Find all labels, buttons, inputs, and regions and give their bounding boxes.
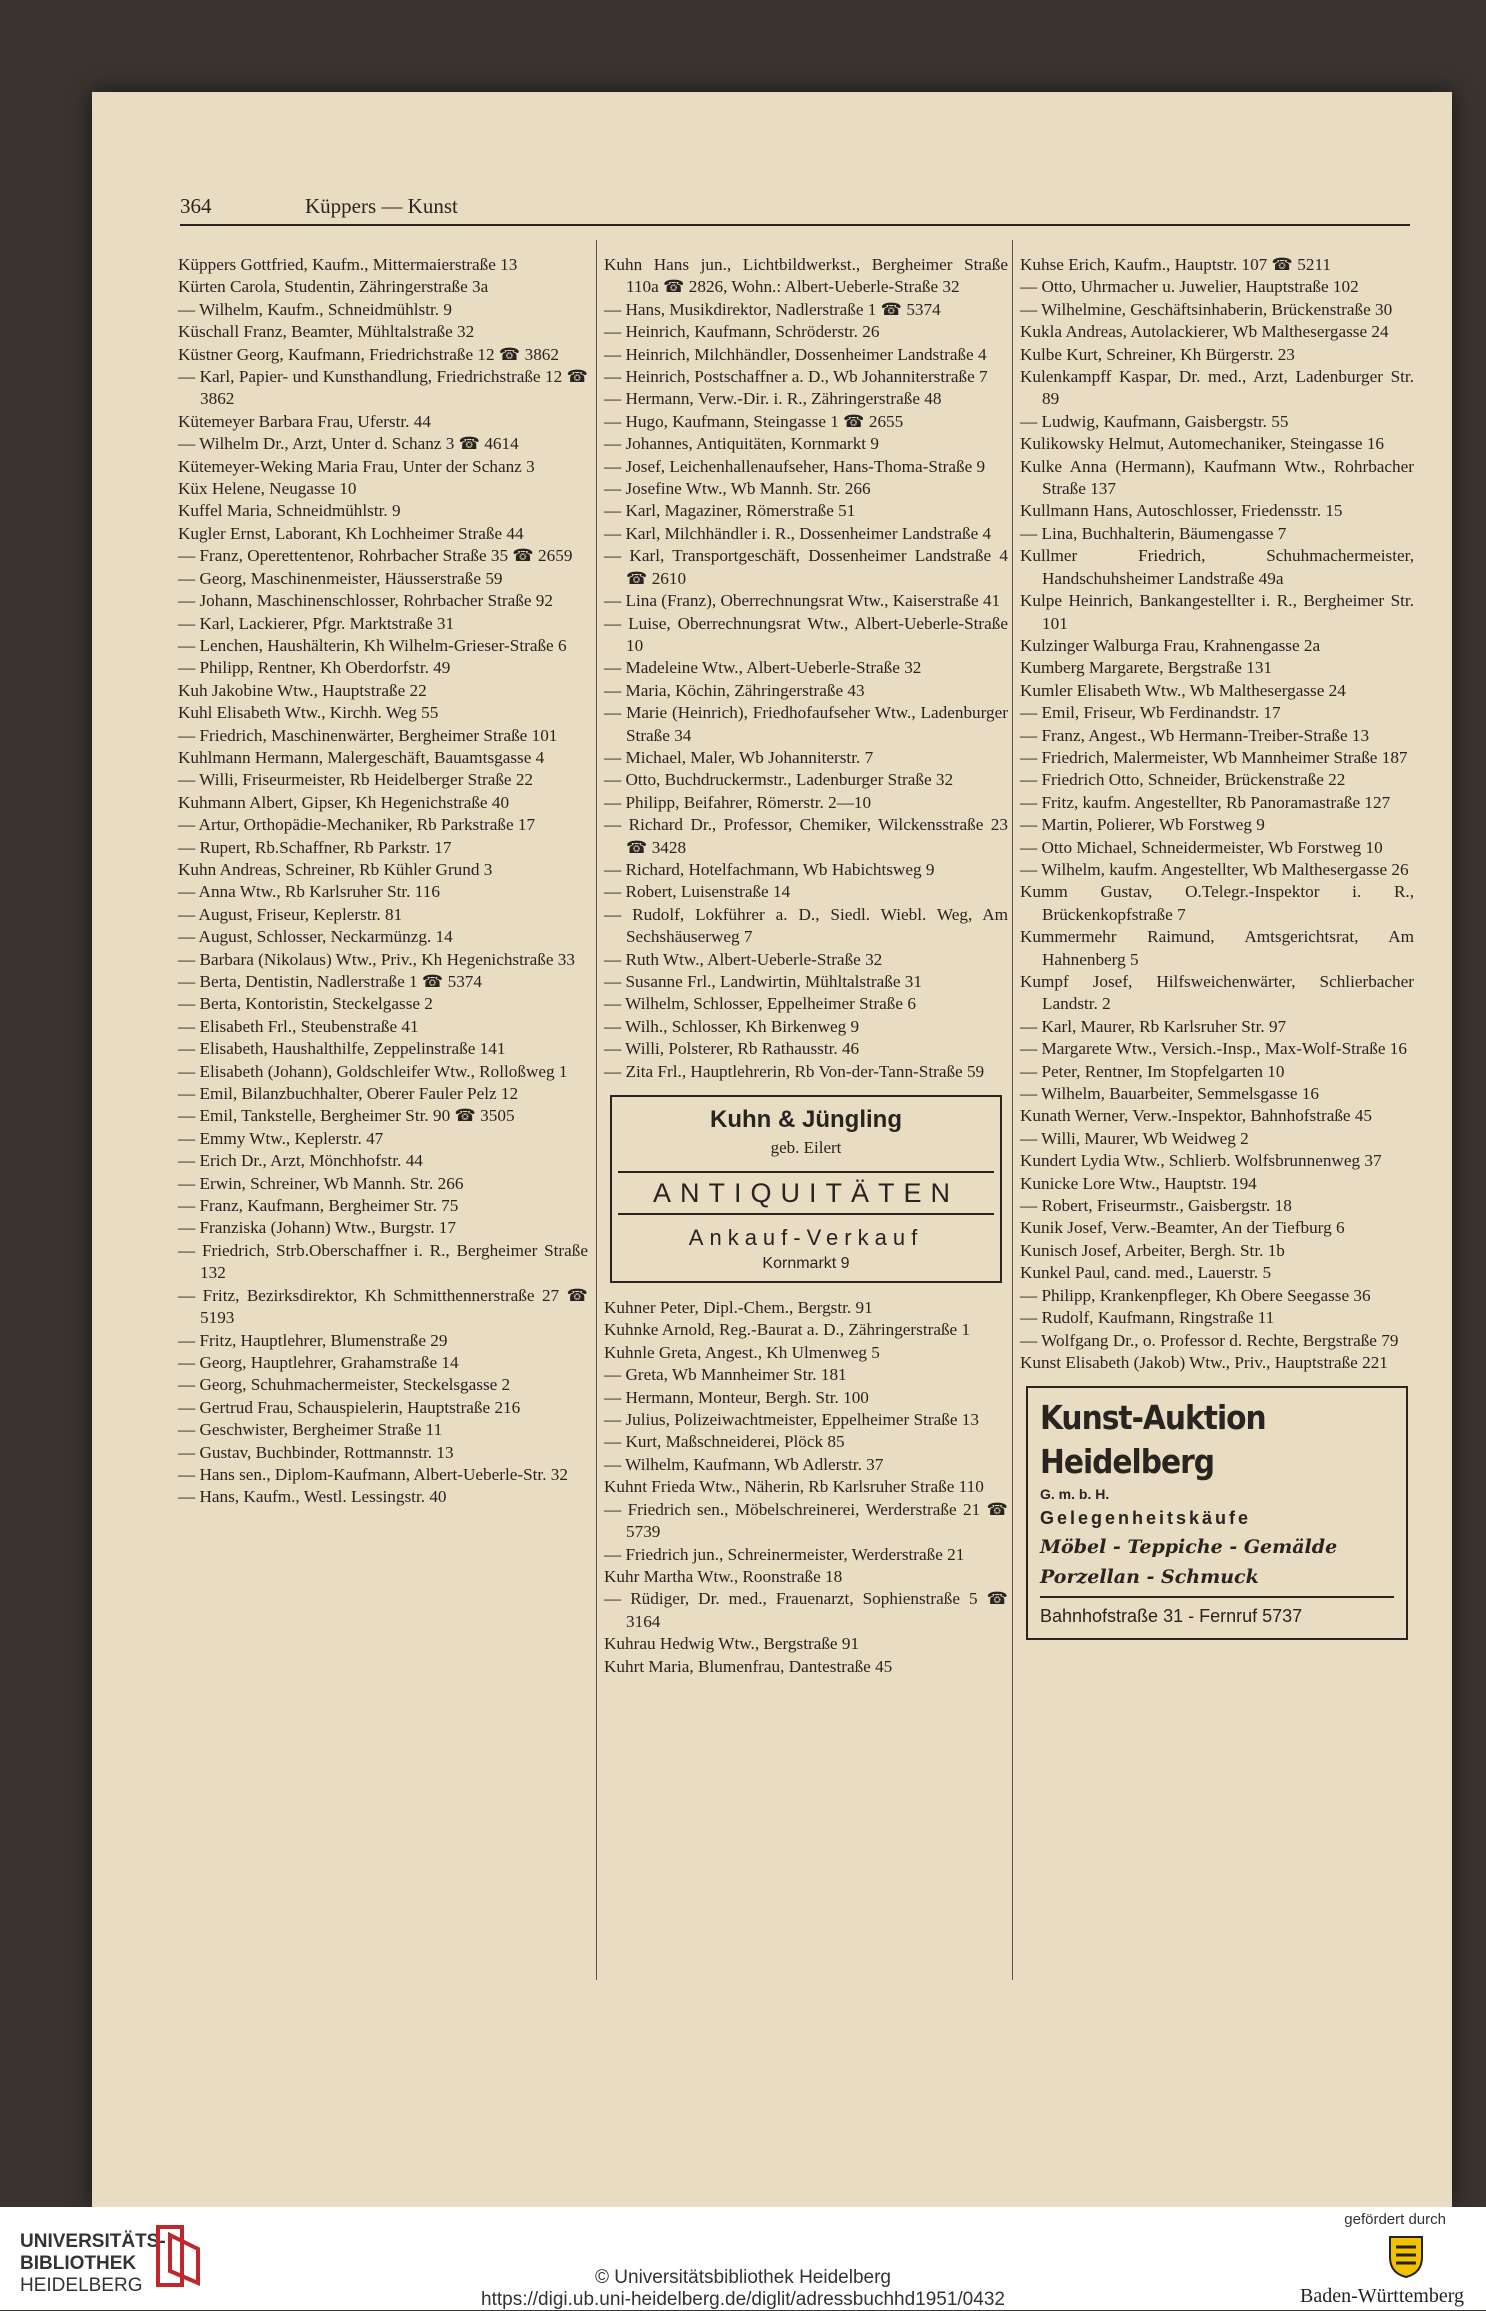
ad-company-name: Kuhn & Jüngling bbox=[710, 1106, 902, 1134]
directory-entry: Kuhn Andreas, Schreiner, Rb Kühler Grund 3 bbox=[178, 859, 493, 879]
page-header bbox=[180, 192, 1410, 226]
directory-entry: — Friedrich, Maschinenwärter, Bergheimer Straße 101 bbox=[178, 725, 558, 745]
directory-entry: Kullmann Hans, Autoschlosser, Friedensstr. 15 bbox=[1020, 501, 1343, 521]
ad-address: Kornmarkt 9 bbox=[762, 1255, 850, 1273]
column-rule-1 bbox=[596, 240, 597, 1980]
directory-entry: — Rudolf, Kaufmann, Ringstraße 11 bbox=[1020, 1308, 1275, 1328]
directory-entry: — Karl, Papier- und Kunsthandlung, Friedrichstraße 12 ☎ 3862 bbox=[178, 367, 588, 409]
directory-entry: — Wilhelm Dr., Arzt, Unter d. Schanz 3 ☎ 4614 bbox=[178, 434, 519, 454]
directory-entry: Kuhnke Arnold, Reg.-Baurat a. D., Zähringerstraße 1 bbox=[604, 1320, 971, 1340]
funded-by-label: gefördert durch bbox=[1344, 2211, 1446, 2228]
directory-entry: Kummermehr Raimund, Amtsgerichtsrat, Am Hahnenberg 5 bbox=[1020, 927, 1414, 969]
directory-entry: Kütemeyer Barbara Frau, Uferstr. 44 bbox=[178, 411, 431, 431]
directory-entry: — Otto, Buchdruckermstr., Ladenburger Straße 32 bbox=[604, 770, 954, 790]
directory-entry: — Rudolf, Lokführer a. D., Siedl. Wiebl. Weg, Am Sechshäuserweg 7 bbox=[604, 904, 1008, 947]
directory-entry: — Wilhelm, Schlosser, Eppelheimer Straße 6 bbox=[604, 994, 916, 1014]
directory-entry: — Franz, Operettentenor, Rohrbacher Straße 35 ☎ 2659 bbox=[178, 546, 573, 566]
directory-entry: — Robert, Luisenstraße 14 bbox=[604, 882, 791, 902]
directory-entry: — Wilh., Schlosser, Kh Birkenweg 9 bbox=[604, 1016, 860, 1036]
directory-entry: Kütemeyer-Weking Maria Frau, Unter der Schanz 3 bbox=[178, 456, 535, 476]
directory-entry: — August, Friseur, Keplerstr. 81 bbox=[178, 904, 403, 924]
directory-entry: — August, Schlosser, Neckarmünzg. 14 bbox=[178, 927, 453, 947]
directory-entry: Küx Helene, Neugasse 10 bbox=[178, 479, 357, 499]
directory-entry: — Julius, Polizeiwachtmeister, Eppelheimer Straße 13 bbox=[604, 1410, 979, 1430]
directory-entry: Kuhrau Hedwig Wtw., Bergstraße 91 bbox=[604, 1634, 860, 1654]
directory-entry: — Emmy Wtw., Keplerstr. 47 bbox=[178, 1128, 384, 1148]
state-crest-icon bbox=[1386, 2233, 1426, 2279]
page-number: 364 bbox=[180, 194, 212, 218]
directory-entry: — Geschwister, Bergheimer Straße 11 bbox=[178, 1420, 443, 1440]
permalink[interactable]: https://digi.ub.uni-heidelberg.de/diglit/adressbuchhd1951/0432 bbox=[481, 2289, 1005, 2310]
directory-entry: Kunik Josef, Verw.-Beamter, An der Tiefburg 6 bbox=[1020, 1218, 1345, 1238]
directory-entry: — Lina, Buchhalterin, Bäumengasse 7 bbox=[1020, 523, 1287, 543]
ad2-tagline: Gelegenheitskäufe bbox=[1040, 1508, 1252, 1529]
directory-entry: Kuffel Maria, Schneidmühlstr. 9 bbox=[178, 501, 401, 521]
directory-entry: Kumler Elisabeth Wtw., Wb Malthesergasse 24 bbox=[1020, 680, 1346, 700]
directory-entry: — Emil, Friseur, Wb Ferdinandstr. 17 bbox=[1020, 703, 1281, 723]
column-2-entries-bottom bbox=[604, 1297, 1008, 1678]
directory-entry: — Willi, Maurer, Wb Weidweg 2 bbox=[1020, 1128, 1249, 1148]
directory-entry: — Karl, Milchhändler i. R., Dossenheimer Landstraße 4 bbox=[604, 523, 992, 543]
directory-entry: — Johannes, Antiquitäten, Kornmarkt 9 bbox=[604, 434, 879, 454]
advertisement-kunst-auktion bbox=[1026, 1386, 1408, 1640]
directory-entry: — Ruth Wtw., Albert-Ueberle-Straße 32 bbox=[604, 949, 883, 969]
directory-entry: — Franz, Angest., Wb Hermann-Treiber-Straße 13 bbox=[1020, 725, 1370, 745]
directory-entry: — Fritz, kaufm. Angestellter, Rb Panoramastraße 127 bbox=[1020, 792, 1391, 812]
directory-entry: Kumberg Margarete, Bergstraße 131 bbox=[1020, 658, 1273, 678]
directory-entry: — Barbara (Nikolaus) Wtw., Priv., Kh Hegenichstraße 33 bbox=[178, 949, 575, 969]
directory-entry: — Friedrich jun., Schreinermeister, Werderstraße 21 bbox=[604, 1544, 965, 1564]
directory-entry: — Wilhelmine, Geschäftsinhaberin, Brückenstraße 30 bbox=[1020, 299, 1393, 319]
advertisement-kuhn-juengling bbox=[610, 1095, 1002, 1283]
directory-entry: Kulke Anna (Hermann), Kaufmann Wtw., Rohrbacher Straße 137 bbox=[1020, 456, 1414, 499]
directory-entry: — Hermann, Verw.-Dir. i. R., Zähringerstraße 48 bbox=[604, 389, 942, 409]
directory-entry: — Johann, Maschinenschlosser, Rohrbacher Straße 92 bbox=[178, 591, 553, 611]
directory-entry: — Otto Michael, Schneidermeister, Wb Forstweg 10 bbox=[1020, 837, 1383, 857]
directory-entry: Kuhl Elisabeth Wtw., Kirchh. Weg 55 bbox=[178, 703, 439, 723]
column-3 bbox=[1020, 254, 1414, 1654]
directory-entry: — Artur, Orthopädie-Mechaniker, Rb Parkstraße 17 bbox=[178, 815, 536, 835]
directory-entry: Kulikowsky Helmut, Automechaniker, Steingasse 16 bbox=[1020, 434, 1385, 454]
directory-entry: — Karl, Maurer, Rb Karlsruher Str. 97 bbox=[1020, 1016, 1287, 1036]
directory-entry: — Wilhelm, kaufm. Angestellter, Wb Malthesergasse 26 bbox=[1020, 859, 1409, 879]
directory-entry: — Lenchen, Haushälterin, Kh Wilhelm-Grieser-Straße 6 bbox=[178, 635, 567, 655]
directory-entry: — Wilhelm, Kaufmann, Wb Adlerstr. 37 bbox=[604, 1454, 884, 1474]
directory-entry: — Richard, Hotelfachmann, Wb Habichtsweg 9 bbox=[604, 859, 935, 879]
directory-entry: — Hans sen., Diplom-Kaufmann, Albert-Ueberle-Str. 32 bbox=[178, 1464, 568, 1484]
directory-entry: — Anna Wtw., Rb Karlsruher Str. 116 bbox=[178, 882, 440, 902]
directory-entry: Kuhmann Albert, Gipser, Kh Hegenichstraße 40 bbox=[178, 792, 510, 812]
directory-entry: Kuhnt Frieda Wtw., Näherin, Rb Karlsruher Straße 110 bbox=[604, 1477, 984, 1497]
page-title: Küppers — Kunst bbox=[305, 194, 458, 218]
directory-entry: — Georg, Schuhmachermeister, Steckelsgasse 2 bbox=[178, 1375, 511, 1395]
directory-entry: Kuhr Martha Wtw., Roonstraße 18 bbox=[604, 1566, 843, 1586]
directory-entry: — Ludwig, Kaufmann, Gaisbergstr. 55 bbox=[1020, 411, 1289, 431]
directory-entry: — Zita Frl., Hauptlehrerin, Rb Von-der-Tann-Straße 59 bbox=[604, 1061, 985, 1081]
ad-company-sub: geb. Eilert bbox=[770, 1138, 842, 1158]
directory-entry: Kugler Ernst, Laborant, Kh Lochheimer Straße 44 bbox=[178, 523, 524, 543]
directory-entry: — Josef, Leichenhallenaufseher, Hans-Thoma-Straße 9 bbox=[604, 456, 986, 476]
directory-entry: — Otto, Uhrmacher u. Juwelier, Hauptstraße 102 bbox=[1020, 277, 1359, 297]
directory-entry: — Berta, Dentistin, Nadlerstraße 1 ☎ 5374 bbox=[178, 972, 482, 991]
directory-entry: Küschall Franz, Beamter, Mühltalstraße 32 bbox=[178, 322, 475, 342]
directory-entry: — Peter, Rentner, Im Stopfelgarten 10 bbox=[1020, 1061, 1285, 1081]
directory-entry: Kunicke Lore Wtw., Hauptstr. 194 bbox=[1020, 1173, 1257, 1193]
directory-entry: Kulpe Heinrich, Bankangestellter i. R., Bergheimer Str. 101 bbox=[1020, 591, 1414, 633]
directory-entry: — Susanne Frl., Landwirtin, Mühltalstraße 31 bbox=[604, 972, 922, 991]
directory-entry: — Greta, Wb Mannheimer Str. 181 bbox=[604, 1365, 847, 1385]
directory-entry: — Elisabeth Frl., Steubenstraße 41 bbox=[178, 1016, 419, 1036]
library-name-line-2: BIBLIOTHEK bbox=[20, 2253, 137, 2274]
directory-entry: — Fritz, Hauptlehrer, Blumenstraße 29 bbox=[178, 1330, 448, 1350]
directory-entry: — Berta, Kontoristin, Steckelgasse 2 bbox=[178, 994, 433, 1014]
ad2-address: Bahnhofstraße 31 - Fernruf 5737 bbox=[1040, 1596, 1394, 1630]
column-3-entries bbox=[1020, 254, 1414, 1374]
directory-entry: — Martin, Polierer, Wb Forstweg 9 bbox=[1020, 815, 1265, 835]
directory-entry: Kuhn Hans jun., Lichtbildwerkst., Bergheimer Straße 110a ☎ 2826, Wohn.: Albert-Ueberle-Straße 32 bbox=[604, 255, 1008, 297]
directory-entry: Kunath Werner, Verw.-Inspektor, Bahnhofstraße 45 bbox=[1020, 1106, 1373, 1126]
directory-entry: Kuhrt Maria, Blumenfrau, Dantestraße 45 bbox=[604, 1656, 893, 1676]
directory-entry: — Karl, Magaziner, Römerstraße 51 bbox=[604, 501, 856, 521]
directory-entry: — Georg, Hauptlehrer, Grahamstraße 14 bbox=[178, 1352, 459, 1372]
directory-entry: Kunisch Josef, Arbeiter, Bergh. Str. 1b bbox=[1020, 1240, 1285, 1260]
column-rule-2 bbox=[1012, 240, 1013, 1980]
directory-entry: — Erich Dr., Arzt, Mönchhofstr. 44 bbox=[178, 1151, 423, 1171]
directory-entry: — Madeleine Wtw., Albert-Ueberle-Straße 32 bbox=[604, 658, 922, 678]
directory-entry: — Hugo, Kaufmann, Steingasse 1 ☎ 2655 bbox=[604, 411, 904, 431]
directory-entry: — Emil, Tankstelle, Bergheimer Str. 90 ☎ 3505 bbox=[178, 1106, 515, 1126]
directory-entry: — Friedrich Otto, Schneider, Brückenstraße 22 bbox=[1020, 770, 1346, 790]
directory-entry: Kukla Andreas, Autolackierer, Wb Malthesergasse 24 bbox=[1020, 322, 1389, 342]
directory-entry: — Josefine Wtw., Wb Mannh. Str. 266 bbox=[604, 479, 871, 499]
directory-entry: — Franz, Kaufmann, Bergheimer Str. 75 bbox=[178, 1196, 459, 1216]
directory-entry: Kulenkampff Kaspar, Dr. med., Arzt, Ladenburger Str. 89 bbox=[1020, 367, 1414, 409]
directory-entry: — Georg, Maschinenmeister, Häusserstraße 59 bbox=[178, 568, 503, 588]
directory-entry: — Heinrich, Postschaffner a. D., Wb Johanniterstraße 7 bbox=[604, 367, 988, 387]
directory-entry: — Philipp, Krankenpfleger, Kh Obere Seegasse 36 bbox=[1020, 1285, 1371, 1305]
directory-entry: — Franziska (Johann) Wtw., Burgstr. 17 bbox=[178, 1218, 456, 1238]
column-2-entries-top bbox=[604, 254, 1008, 1083]
ad2-goods-1: Möbel - Teppiche - Gemälde bbox=[1040, 1536, 1338, 1559]
directory-entry: — Wilhelm, Kaufm., Schneidmühlstr. 9 bbox=[178, 299, 452, 319]
directory-entry: — Wilhelm, Bauarbeiter, Semmelsgasse 16 bbox=[1020, 1084, 1320, 1104]
directory-entry: Kuhnle Greta, Angest., Kh Ulmenweg 5 bbox=[604, 1342, 880, 1362]
directory-entry: — Elisabeth (Johann), Goldschleifer Wtw., Rolloßweg 1 bbox=[178, 1061, 568, 1081]
directory-entry: Kuh Jakobine Wtw., Hauptstraße 22 bbox=[178, 680, 427, 700]
directory-entry: Kundert Lydia Wtw., Schlierb. Wolfsbrunnenweg 37 bbox=[1020, 1151, 1382, 1171]
directory-entry: Kuhner Peter, Dipl.-Chem., Bergstr. 91 bbox=[604, 1298, 873, 1318]
directory-entry: — Friedrich, Strb.Oberschaffner i. R., Bergheimer Straße 132 bbox=[178, 1240, 588, 1283]
directory-entry: — Hermann, Monteur, Bergh. Str. 100 bbox=[604, 1387, 869, 1407]
directory-entry: — Erwin, Schreiner, Wb Mannh. Str. 266 bbox=[178, 1173, 464, 1193]
directory-entry: Kuhlmann Hermann, Malergeschäft, Bauamtsgasse 4 bbox=[178, 747, 545, 767]
directory-entry: — Fritz, Bezirksdirektor, Kh Schmitthennerstraße 27 ☎ 5193 bbox=[178, 1285, 588, 1328]
directory-entry: Kuhse Erich, Kaufm., Hauptstr. 107 ☎ 5211 bbox=[1020, 255, 1332, 274]
directory-entry: Kulbe Kurt, Schreiner, Kh Bürgerstr. 23 bbox=[1020, 344, 1295, 364]
directory-entry: Kumm Gustav, O.Telegr.-Inspektor i. R., Brückenkopfstraße 7 bbox=[1020, 882, 1414, 924]
directory-entry: — Rupert, Rb.Schaffner, Rb Parkstr. 17 bbox=[178, 837, 452, 857]
column-2 bbox=[604, 254, 1008, 1678]
library-name-line-1: UNIVERSITÄTS- bbox=[20, 2231, 166, 2252]
directory-entry: — Robert, Friseurmstr., Gaisbergstr. 18 bbox=[1020, 1196, 1292, 1216]
ad-headline: ANTIQUITÄTEN bbox=[618, 1171, 994, 1215]
directory-entry: — Willi, Polsterer, Rb Rathausstr. 46 bbox=[604, 1039, 860, 1059]
library-name-line-3: HEIDELBERG bbox=[20, 2275, 143, 2296]
column-1 bbox=[178, 254, 588, 1509]
directory-entry: — Gustav, Buchbinder, Rottmannstr. 13 bbox=[178, 1442, 454, 1462]
directory-entry: — Emil, Bilanzbuchhalter, Oberer Fauler Pelz 12 bbox=[178, 1084, 519, 1104]
directory-entry: Kürten Carola, Studentin, Zähringerstraße 3a bbox=[178, 277, 489, 297]
directory-entry: Kumpf Josef, Hilfsweichenwärter, Schlierbacher Landstr. 2 bbox=[1020, 972, 1414, 1014]
directory-entry: — Maria, Köchin, Zähringerstraße 43 bbox=[604, 680, 865, 700]
directory-entry: — Wolfgang Dr., o. Professor d. Rechte, Bergstraße 79 bbox=[1020, 1330, 1399, 1350]
directory-entry: Kullmer Friedrich, Schuhmachermeister, Handschuhsheimer Landstraße 49a bbox=[1020, 546, 1414, 588]
directory-entry: — Margarete Wtw., Versich.-Insp., Max-Wolf-Straße 16 bbox=[1020, 1039, 1407, 1059]
directory-entry: — Rüdiger, Dr. med., Frauenarzt, Sophienstraße 5 ☎ 3164 bbox=[604, 1589, 1008, 1631]
directory-entry: — Gertrud Frau, Schauspielerin, Hauptstraße 216 bbox=[178, 1397, 521, 1417]
directory-entry: Küppers Gottfried, Kaufm., Mittermaierstraße 13 bbox=[178, 255, 518, 274]
directory-entry: — Marie (Heinrich), Friedhofaufseher Wtw., Ladenburger Straße 34 bbox=[604, 703, 1008, 745]
directory-entry: — Karl, Lackierer, Pfgr. Marktstraße 31 bbox=[178, 613, 455, 633]
directory-entry: — Hans, Kaufm., Westl. Lessingstr. 40 bbox=[178, 1487, 447, 1507]
directory-entry: — Kurt, Maßschneiderei, Plöck 85 bbox=[604, 1432, 845, 1452]
ad-slogan: Ankauf-Verkauf bbox=[688, 1225, 924, 1251]
ad2-gmbh: G. m. b. H. bbox=[1040, 1486, 1110, 1503]
directory-entry: — Philipp, Rentner, Kh Oberdorfstr. 49 bbox=[178, 658, 451, 678]
sponsor-name: Baden-Württemberg bbox=[1299, 2285, 1464, 2307]
directory-entry: — Friedrich sen., Möbelschreinerei, Werderstraße 21 ☎ 5739 bbox=[604, 1499, 1008, 1542]
ad2-goods-2: Porzellan - Schmuck bbox=[1040, 1566, 1259, 1589]
directory-entry: Kunst Elisabeth (Jakob) Wtw., Priv., Hauptstraße 221 bbox=[1020, 1352, 1388, 1372]
directory-entry: — Willi, Friseurmeister, Rb Heidelberger Straße 22 bbox=[178, 770, 534, 790]
viewer-footer bbox=[0, 2207, 1486, 2310]
directory-entry: Kulzinger Walburga Frau, Krahnengasse 2a bbox=[1020, 635, 1321, 655]
directory-entry: — Lina (Franz), Oberrechnungsrat Wtw., Kaiserstraße 41 bbox=[604, 591, 1001, 611]
directory-entry: — Hans, Musikdirektor, Nadlerstraße 1 ☎ 5374 bbox=[604, 299, 941, 319]
directory-entry: — Elisabeth, Haushalthilfe, Zeppelinstraße 141 bbox=[178, 1039, 506, 1059]
directory-entry: — Heinrich, Kaufmann, Schröderstr. 26 bbox=[604, 322, 880, 342]
directory-entry: — Friedrich, Malermeister, Wb Mannheimer Straße 187 bbox=[1020, 747, 1408, 767]
directory-entry: — Richard Dr., Professor, Chemiker, Wilckensstraße 23 ☎ 3428 bbox=[604, 815, 1008, 857]
directory-entry: — Michael, Maler, Wb Johanniterstr. 7 bbox=[604, 747, 874, 767]
directory-entry: — Luise, Oberrechnungsrat Wtw., Albert-Ueberle-Straße 10 bbox=[604, 613, 1008, 655]
directory-entry: — Philipp, Beifahrer, Römerstr. 2—10 bbox=[604, 792, 872, 812]
directory-entry: Küstner Georg, Kaufmann, Friedrichstraße 12 ☎ 3862 bbox=[178, 344, 559, 364]
directory-entry: — Karl, Transportgeschäft, Dossenheimer Landstraße 4 ☎ 2610 bbox=[604, 546, 1008, 588]
directory-entry: — Heinrich, Milchhändler, Dossenheimer Landstraße 4 bbox=[604, 344, 987, 364]
copyright-notice: © Universitätsbibliothek Heidelberg bbox=[595, 2267, 891, 2288]
directory-entry: Kunkel Paul, cand. med., Lauerstr. 5 bbox=[1020, 1263, 1272, 1283]
ad2-company-name: Kunst-Auktion Heidelberg bbox=[1040, 1398, 1266, 1482]
